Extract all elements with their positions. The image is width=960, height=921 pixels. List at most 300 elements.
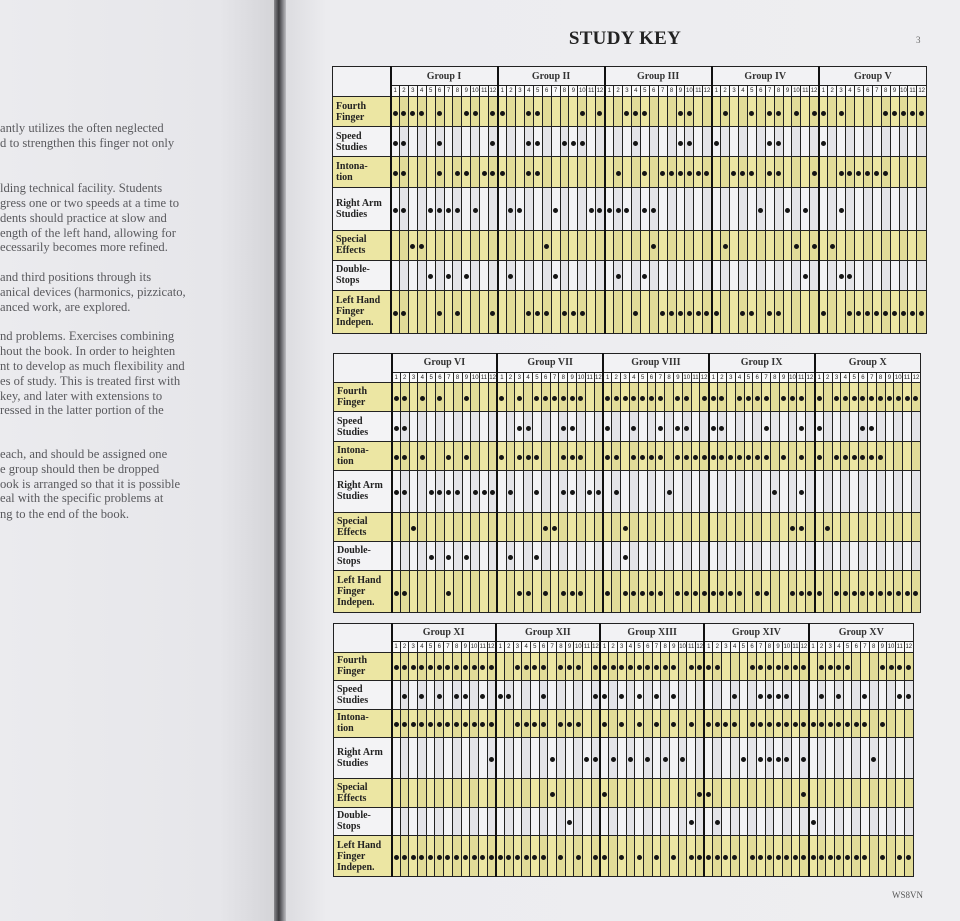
assignment-dot xyxy=(393,311,398,316)
study-cell xyxy=(867,512,876,541)
study-cell xyxy=(487,738,496,779)
assignment-dot xyxy=(446,455,451,460)
study-cell xyxy=(885,571,894,613)
study-cell xyxy=(726,383,735,412)
assignment-dot xyxy=(394,426,399,431)
study-cell xyxy=(756,738,765,779)
study-cell xyxy=(917,127,927,157)
column-number: 8 xyxy=(557,642,566,652)
study-cell xyxy=(392,681,401,710)
assignment-dot xyxy=(910,111,915,116)
assignment-dot xyxy=(464,274,469,279)
assignment-dot xyxy=(874,311,879,316)
column-number: 5 xyxy=(638,372,647,382)
study-cell xyxy=(806,512,815,541)
study-cell xyxy=(774,127,783,157)
study-cell xyxy=(678,807,687,836)
assignment-dot xyxy=(489,722,494,727)
study-cell xyxy=(409,779,418,808)
study-cell xyxy=(863,230,872,260)
study-cell xyxy=(788,383,797,412)
study-cell xyxy=(744,571,753,613)
study-cell xyxy=(513,681,522,710)
study-cell xyxy=(810,290,819,333)
study-cell xyxy=(609,738,618,779)
column-number: 6 xyxy=(435,86,444,97)
assignment-dot xyxy=(561,426,566,431)
study-cell xyxy=(409,470,418,512)
assignment-dot xyxy=(534,396,539,401)
column-number: 9 xyxy=(461,642,470,652)
assignment-dot xyxy=(834,455,839,460)
study-cell xyxy=(626,652,635,681)
study-cell xyxy=(828,157,837,187)
study-cell xyxy=(806,571,815,613)
study-cell xyxy=(453,383,462,412)
column-number: 9 xyxy=(779,372,788,382)
assignment-dot xyxy=(602,792,607,797)
assignment-dot xyxy=(628,665,633,670)
study-cell xyxy=(533,127,542,157)
study-cell xyxy=(426,230,435,260)
study-cell xyxy=(713,652,722,681)
study-cell xyxy=(722,681,731,710)
study-cell xyxy=(712,97,721,127)
study-cell xyxy=(899,290,908,333)
column-number: 12 xyxy=(591,642,600,652)
study-cell xyxy=(869,807,878,836)
study-cell xyxy=(756,230,765,260)
study-cell xyxy=(453,441,462,470)
study-cell xyxy=(852,836,861,877)
study-cell xyxy=(550,541,559,570)
study-cell xyxy=(569,127,578,157)
body-text-line: ook is arranged so that it is possible xyxy=(0,477,181,491)
study-cell xyxy=(917,290,927,333)
study-cell xyxy=(819,230,828,260)
study-cell xyxy=(756,260,765,290)
assignment-dot xyxy=(719,426,724,431)
study-cell xyxy=(649,97,658,127)
study-cell xyxy=(626,681,635,710)
study-cell xyxy=(678,836,687,877)
study-cell xyxy=(531,738,540,779)
assignment-dot xyxy=(552,396,557,401)
column-number: 10 xyxy=(574,642,583,652)
assignment-dot xyxy=(711,591,716,596)
column-number: 8 xyxy=(876,372,885,382)
study-cell xyxy=(797,470,806,512)
study-cell xyxy=(744,441,753,470)
study-cell xyxy=(656,441,665,470)
assignment-dot xyxy=(526,455,531,460)
assignment-dot xyxy=(663,757,668,762)
assignment-dot xyxy=(793,855,798,860)
study-cell xyxy=(774,836,783,877)
assignment-dot xyxy=(799,396,804,401)
assignment-dot xyxy=(845,855,850,860)
study-cell xyxy=(568,470,577,512)
assignment-dot xyxy=(723,722,728,727)
study-cell xyxy=(658,157,667,187)
study-cell xyxy=(504,738,513,779)
study-cell xyxy=(436,541,445,570)
study-cell xyxy=(569,187,578,230)
study-cell xyxy=(770,441,779,470)
assignment-dot xyxy=(714,311,719,316)
column-number: 10 xyxy=(577,372,586,382)
study-cell xyxy=(444,807,453,836)
assignment-dot xyxy=(767,141,772,146)
assignment-dot xyxy=(706,722,711,727)
study-cell xyxy=(861,807,870,836)
study-cell xyxy=(418,807,427,836)
study-cell xyxy=(887,652,896,681)
study-cell xyxy=(594,512,603,541)
study-row xyxy=(334,441,921,470)
study-cell xyxy=(612,512,621,541)
study-cell xyxy=(640,260,649,290)
study-cell xyxy=(480,230,489,260)
study-cell xyxy=(917,187,927,230)
assignment-dot xyxy=(490,311,495,316)
study-cell xyxy=(859,383,868,412)
assignment-dot xyxy=(671,694,676,699)
study-row xyxy=(334,779,914,808)
study-cell xyxy=(691,441,700,470)
assignment-dot xyxy=(567,722,572,727)
study-cell xyxy=(498,157,507,187)
study-cell xyxy=(917,230,927,260)
study-cell xyxy=(504,681,513,710)
study-cell xyxy=(551,230,560,260)
study-cell xyxy=(783,157,792,187)
assignment-dot xyxy=(419,111,424,116)
study-cell xyxy=(399,230,408,260)
column-number: 4 xyxy=(846,86,855,97)
column-number: 8 xyxy=(453,372,462,382)
study-cell xyxy=(867,383,876,412)
study-cell xyxy=(435,738,444,779)
study-cell xyxy=(709,383,718,412)
study-cell xyxy=(605,230,614,260)
study-cell xyxy=(850,441,859,470)
study-cell xyxy=(400,441,409,470)
study-cell xyxy=(878,709,887,738)
assignment-dot xyxy=(580,311,585,316)
assignment-dot xyxy=(419,694,424,699)
study-cell xyxy=(700,383,709,412)
assignment-dot xyxy=(790,591,795,596)
study-cell xyxy=(748,807,757,836)
study-cell xyxy=(453,412,462,441)
column-number: 7 xyxy=(444,642,453,652)
study-cell xyxy=(658,97,667,127)
study-cell xyxy=(541,512,550,541)
study-cell xyxy=(504,709,513,738)
group-header: Group XIII xyxy=(600,624,704,642)
study-cell xyxy=(583,807,592,836)
study-cell xyxy=(614,187,623,230)
study-cell xyxy=(647,470,656,512)
assignment-dot xyxy=(715,855,720,860)
study-cell xyxy=(609,681,618,710)
study-cell xyxy=(417,187,426,230)
study-cell xyxy=(409,738,418,779)
assignment-dot xyxy=(750,722,755,727)
assignment-dot xyxy=(767,311,772,316)
assignment-dot xyxy=(402,855,407,860)
study-cell xyxy=(560,260,569,290)
study-cell xyxy=(400,512,409,541)
study-cell xyxy=(878,738,887,779)
study-cell xyxy=(691,541,700,570)
study-cell xyxy=(453,187,462,230)
assignment-dot xyxy=(852,396,857,401)
assignment-dot xyxy=(534,490,539,495)
column-number: 2 xyxy=(506,86,515,97)
study-cell xyxy=(418,836,427,877)
study-cell xyxy=(852,779,861,808)
study-cell xyxy=(876,571,885,613)
column-number: 6 xyxy=(435,642,444,652)
study-cell xyxy=(408,260,417,290)
study-cell xyxy=(903,541,912,570)
study-cell xyxy=(694,230,703,260)
study-cell xyxy=(453,571,462,613)
study-cell xyxy=(791,807,800,836)
study-cell xyxy=(691,571,700,613)
assignment-dot xyxy=(489,855,494,860)
study-cell xyxy=(885,441,894,470)
study-cell xyxy=(436,412,445,441)
study-cell xyxy=(436,470,445,512)
study-cell xyxy=(427,441,436,470)
assignment-dot xyxy=(605,591,610,596)
study-cell xyxy=(643,709,652,738)
study-cell xyxy=(640,157,649,187)
study-cell xyxy=(496,709,505,738)
assignment-dot xyxy=(812,171,817,176)
study-cell xyxy=(867,571,876,613)
study-cell xyxy=(823,383,832,412)
column-number: 2 xyxy=(400,372,409,382)
assignment-dot xyxy=(506,694,511,699)
study-cell xyxy=(817,807,826,836)
column-number: 6 xyxy=(539,642,548,652)
assignment-dot xyxy=(543,396,548,401)
study-cell xyxy=(612,441,621,470)
study-cell xyxy=(487,709,496,738)
study-cell xyxy=(400,571,409,613)
study-cell xyxy=(471,470,480,512)
assignment-dot xyxy=(446,274,451,279)
column-number: 2 xyxy=(823,372,832,382)
study-cell xyxy=(841,383,850,412)
assignment-dot xyxy=(508,274,513,279)
study-key-table-1 xyxy=(332,66,927,334)
assignment-dot xyxy=(401,208,406,213)
study-cell xyxy=(774,738,783,779)
study-cell xyxy=(704,652,713,681)
assignment-dot xyxy=(464,455,469,460)
study-cell xyxy=(643,779,652,808)
study-cell xyxy=(515,412,524,441)
study-cell xyxy=(631,187,640,230)
study-cell xyxy=(674,441,683,470)
column-number: 11 xyxy=(895,642,904,652)
study-cell xyxy=(461,709,470,738)
assignment-dot xyxy=(740,171,745,176)
column-number: 2 xyxy=(721,86,730,97)
study-cell xyxy=(418,470,427,512)
column-number: 10 xyxy=(894,372,903,382)
study-cell xyxy=(878,652,887,681)
study-cell xyxy=(539,836,548,877)
assignment-dot xyxy=(767,722,772,727)
study-cell xyxy=(614,290,623,333)
study-cell xyxy=(885,383,894,412)
study-cell xyxy=(478,779,487,808)
row-label: Left Hand Finger Indepen. xyxy=(333,290,391,333)
assignment-dot xyxy=(811,820,816,825)
study-cell xyxy=(678,681,687,710)
study-cell xyxy=(392,738,401,779)
assignment-dot xyxy=(445,665,450,670)
assignment-dot xyxy=(402,455,407,460)
column-number: 8 xyxy=(770,372,779,382)
study-cell xyxy=(801,230,810,260)
column-number: 4 xyxy=(418,642,427,652)
study-cell xyxy=(427,541,436,570)
study-cell xyxy=(622,260,631,290)
assignment-dot xyxy=(550,792,555,797)
study-cell xyxy=(524,157,533,187)
assignment-dot xyxy=(633,141,638,146)
assignment-dot xyxy=(654,694,659,699)
assignment-dot xyxy=(854,722,859,727)
study-cell xyxy=(819,127,828,157)
study-cell xyxy=(753,571,762,613)
study-cell xyxy=(735,383,744,412)
column-number: 5 xyxy=(747,86,756,97)
study-cell xyxy=(718,383,727,412)
study-cell xyxy=(709,441,718,470)
row-label: Intona- tion xyxy=(333,157,391,187)
study-cell xyxy=(809,836,818,877)
assignment-dot xyxy=(847,274,852,279)
assignment-dot xyxy=(693,455,698,460)
study-cell xyxy=(591,836,600,877)
assignment-dot xyxy=(593,665,598,670)
group-header: Group XI xyxy=(392,624,496,642)
assignment-dot xyxy=(578,455,583,460)
assignment-dot xyxy=(410,111,415,116)
assignment-dot xyxy=(772,490,777,495)
assignment-dot xyxy=(578,591,583,596)
assignment-dot xyxy=(649,455,654,460)
assignment-dot xyxy=(489,757,494,762)
study-cell xyxy=(612,571,621,613)
study-cell xyxy=(596,97,605,127)
study-cell xyxy=(762,571,771,613)
assignment-dot xyxy=(817,455,822,460)
assignment-dot xyxy=(706,855,711,860)
study-cell xyxy=(524,260,533,290)
study-cell xyxy=(399,260,408,290)
study-cell xyxy=(782,652,791,681)
study-cell xyxy=(685,157,694,187)
assignment-dot xyxy=(732,855,737,860)
study-cell xyxy=(400,709,409,738)
column-number: 3 xyxy=(515,86,524,97)
assignment-dot xyxy=(445,855,450,860)
study-cell xyxy=(506,412,515,441)
study-cell xyxy=(704,738,713,779)
study-cell xyxy=(548,807,557,836)
study-row xyxy=(334,383,921,412)
study-cell xyxy=(647,571,656,613)
study-cell xyxy=(770,512,779,541)
study-cell xyxy=(841,512,850,541)
assignment-dot xyxy=(750,665,755,670)
assignment-dot xyxy=(419,722,424,727)
study-cell xyxy=(665,470,674,512)
assignment-dot xyxy=(776,171,781,176)
assignment-dot xyxy=(843,455,848,460)
assignment-dot xyxy=(515,665,520,670)
assignment-dot xyxy=(723,111,728,116)
assignment-dot xyxy=(671,665,676,670)
study-cell xyxy=(409,709,418,738)
study-cell xyxy=(899,97,908,127)
group-header: Group I xyxy=(391,67,498,86)
assignment-dot xyxy=(411,526,416,531)
assignment-dot xyxy=(576,665,581,670)
column-number: 10 xyxy=(470,642,479,652)
study-cell xyxy=(826,709,835,738)
study-cell xyxy=(444,571,453,613)
study-cell xyxy=(823,441,832,470)
study-cell xyxy=(738,97,747,127)
assignment-dot xyxy=(719,455,724,460)
study-cell xyxy=(670,652,679,681)
column-number: 11 xyxy=(687,642,696,652)
study-cell xyxy=(560,187,569,230)
study-cell xyxy=(587,260,596,290)
assignment-dot xyxy=(463,722,468,727)
study-cell xyxy=(713,779,722,808)
study-cell xyxy=(605,187,614,230)
study-cell xyxy=(524,230,533,260)
study-cell xyxy=(832,441,841,470)
study-cell xyxy=(498,290,507,333)
column-number: 7 xyxy=(444,86,453,97)
assignment-dot xyxy=(558,855,563,860)
assignment-dot xyxy=(658,396,663,401)
column-number: 6 xyxy=(748,642,757,652)
study-cell xyxy=(894,383,903,412)
assignment-dot xyxy=(839,208,844,213)
assignment-dot xyxy=(535,111,540,116)
study-cell xyxy=(594,541,603,570)
assignment-dot xyxy=(544,311,549,316)
study-cell xyxy=(585,412,594,441)
study-cell xyxy=(661,738,670,779)
assignment-dot xyxy=(619,855,624,860)
study-cell xyxy=(461,779,470,808)
study-cell xyxy=(652,836,661,877)
